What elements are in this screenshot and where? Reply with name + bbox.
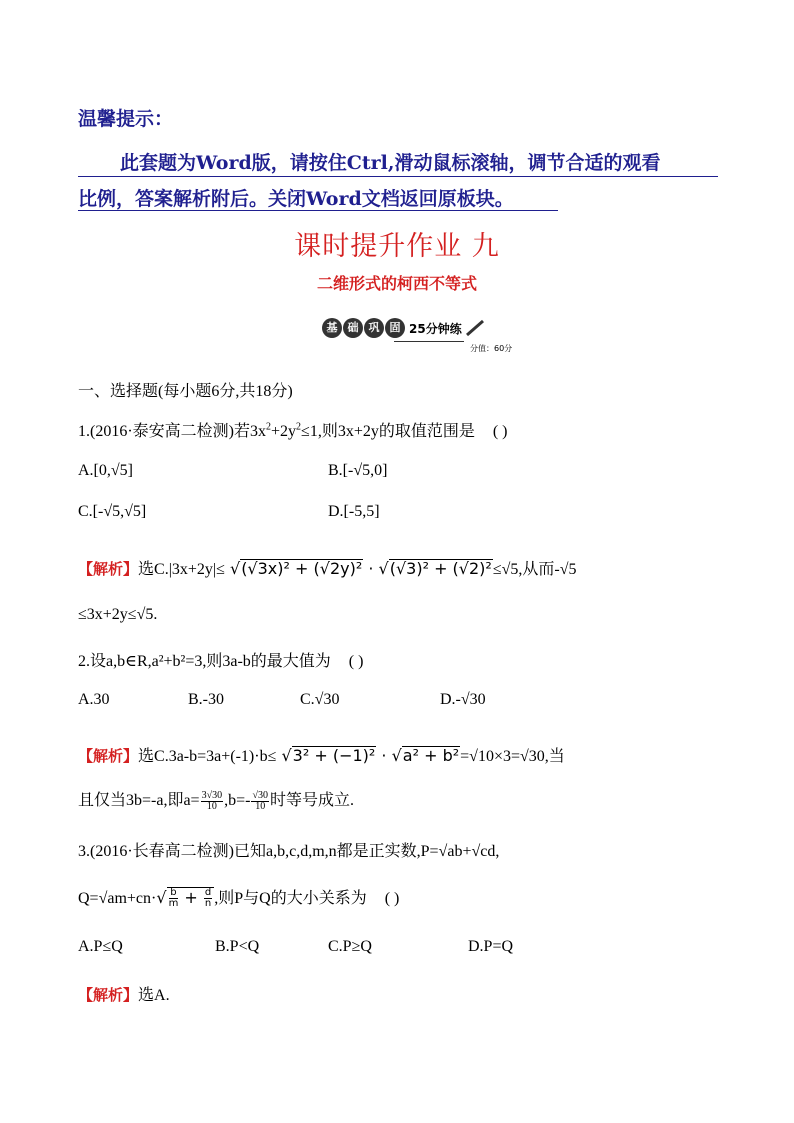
q2-solution-line-1: 【解析】选C.3a-b=3a+(-1)·b≤ √3² + (−1)² · √a² + b²=√10×3=√30,当 — [78, 746, 565, 765]
q1-stem: 1.(2016·泰安高二检测)若$3x^2+2y^2\le 1$,则3x+2y的取值范围是 ( ) — [78, 421, 508, 440]
q1-sol-1: 选C.|3x+2y|≤ — [138, 561, 225, 578]
q3-paren: ( ) — [384, 890, 400, 907]
tip-line-2: 比例，答案解析附后。关闭Word文档返回原板块。 — [78, 188, 514, 210]
q2-paren: ( ) — [348, 653, 364, 670]
q1-sol-1-tail: ≤√5,从而-√5 — [492, 561, 577, 578]
page-title: 课时提升作业 九 — [294, 231, 500, 262]
answer-tag: 【解析】 — [78, 986, 139, 1004]
q2-sol-2b: ,b=- — [224, 792, 251, 809]
answer-tag: 【解析】 — [78, 560, 139, 578]
q2-sol-2a: 且仅当3b=-a,即a= — [78, 792, 200, 809]
q2-sol-1-tail: =√10×3=√30,当 — [460, 748, 565, 765]
q1-option-a: A.[0,√5] — [78, 462, 133, 479]
badge-char: 巩 — [364, 318, 384, 338]
q1-option-d: D.[-5,5] — [328, 503, 380, 520]
q1-stem-b: +2y — [271, 423, 297, 440]
q3-stem-2b: ,则P与Q的大小关系为 — [214, 890, 367, 907]
q2-option-a: A.30 — [78, 691, 110, 708]
q3-stem-2: Q=√am+cn·√ $\frac{b}{m}$ + $\frac{d}{n}$ ,则P与Q的大小关系为 ( ) — [78, 887, 400, 909]
q1-stem-c: ≤1,则3x+2y的取值范围是 — [301, 423, 475, 440]
q3-option-c: C.P≥Q — [328, 938, 372, 955]
tip-heading: 温馨提示： — [78, 108, 174, 130]
badge-rule — [394, 341, 464, 342]
q3-option-b: B.P<Q — [215, 938, 260, 955]
q3-stem-1: 3.(2016·长春高二检测)已知a,b,c,d,m,n都是正实数,P=√ab+√cd, — [78, 843, 500, 860]
q1-solution-line-1: 【解析】选C.|3x+2y|≤ √(√3x)² + (√2y)² · √(√3)² + (√2)²≤√5,从而-√5 — [78, 559, 577, 578]
practice-badge — [322, 318, 486, 338]
q2-stem-text: 2.设a,b∈R,a²+b²=3,则3a-b的最大值为 — [78, 653, 331, 670]
section-heading: 一、选择题(每小题6分,共18分) — [78, 383, 293, 400]
q1-solution-line-2: ≤3x+2y≤√5. — [78, 606, 158, 623]
q1-option-b: B.[-√5,0] — [328, 462, 388, 479]
answer-tag: 【解析】 — [78, 747, 139, 765]
q2-option-c: C.√30 — [300, 691, 340, 708]
badge-char: 固 — [385, 318, 405, 338]
tip-underline-1 — [78, 176, 718, 177]
badge-char: 基 — [322, 318, 342, 338]
tip-line-1: 此套题为Word版，请按住Ctrl,滑动鼠标滚轴，调节合适的观看 — [120, 152, 661, 174]
badge-char: 础 — [343, 318, 363, 338]
q2-stem — [78, 648, 363, 671]
tip-underline-2 — [78, 210, 558, 211]
slash-icon — [464, 319, 486, 337]
q2-sol-2c: 时等号成立. — [269, 792, 354, 809]
q3-stem-2a: Q=√am+cn· — [78, 890, 157, 907]
q2-solution-line-2: 且仅当3b=-a,即a= $\frac{3√30}{10}$ ,b=- $\frac{√30}{10}$ 时等号成立. — [78, 789, 354, 812]
q1-stem-a: 1.(2016·泰安高二检测)若3x — [78, 423, 266, 440]
q3-option-d: D.P=Q — [468, 938, 514, 955]
q2-option-d: D.-√30 — [440, 691, 486, 708]
q2-option-b: B.-30 — [188, 691, 224, 708]
q3-sol: 选A. — [138, 987, 170, 1004]
q1-option-c: C.[-√5,√5] — [78, 503, 147, 520]
q3-option-a: A.P≤Q — [78, 938, 123, 955]
badge-score: 分值：60分 — [470, 344, 513, 353]
q2-sol-1: 选C.3a-b=3a+(-1)·b≤ — [138, 748, 277, 765]
q1-paren: ( ) — [492, 423, 508, 440]
badge-time: 25分钟练 — [409, 321, 462, 336]
q3-solution — [78, 982, 170, 1005]
page-subtitle: 二维形式的柯西不等式 — [316, 274, 477, 293]
